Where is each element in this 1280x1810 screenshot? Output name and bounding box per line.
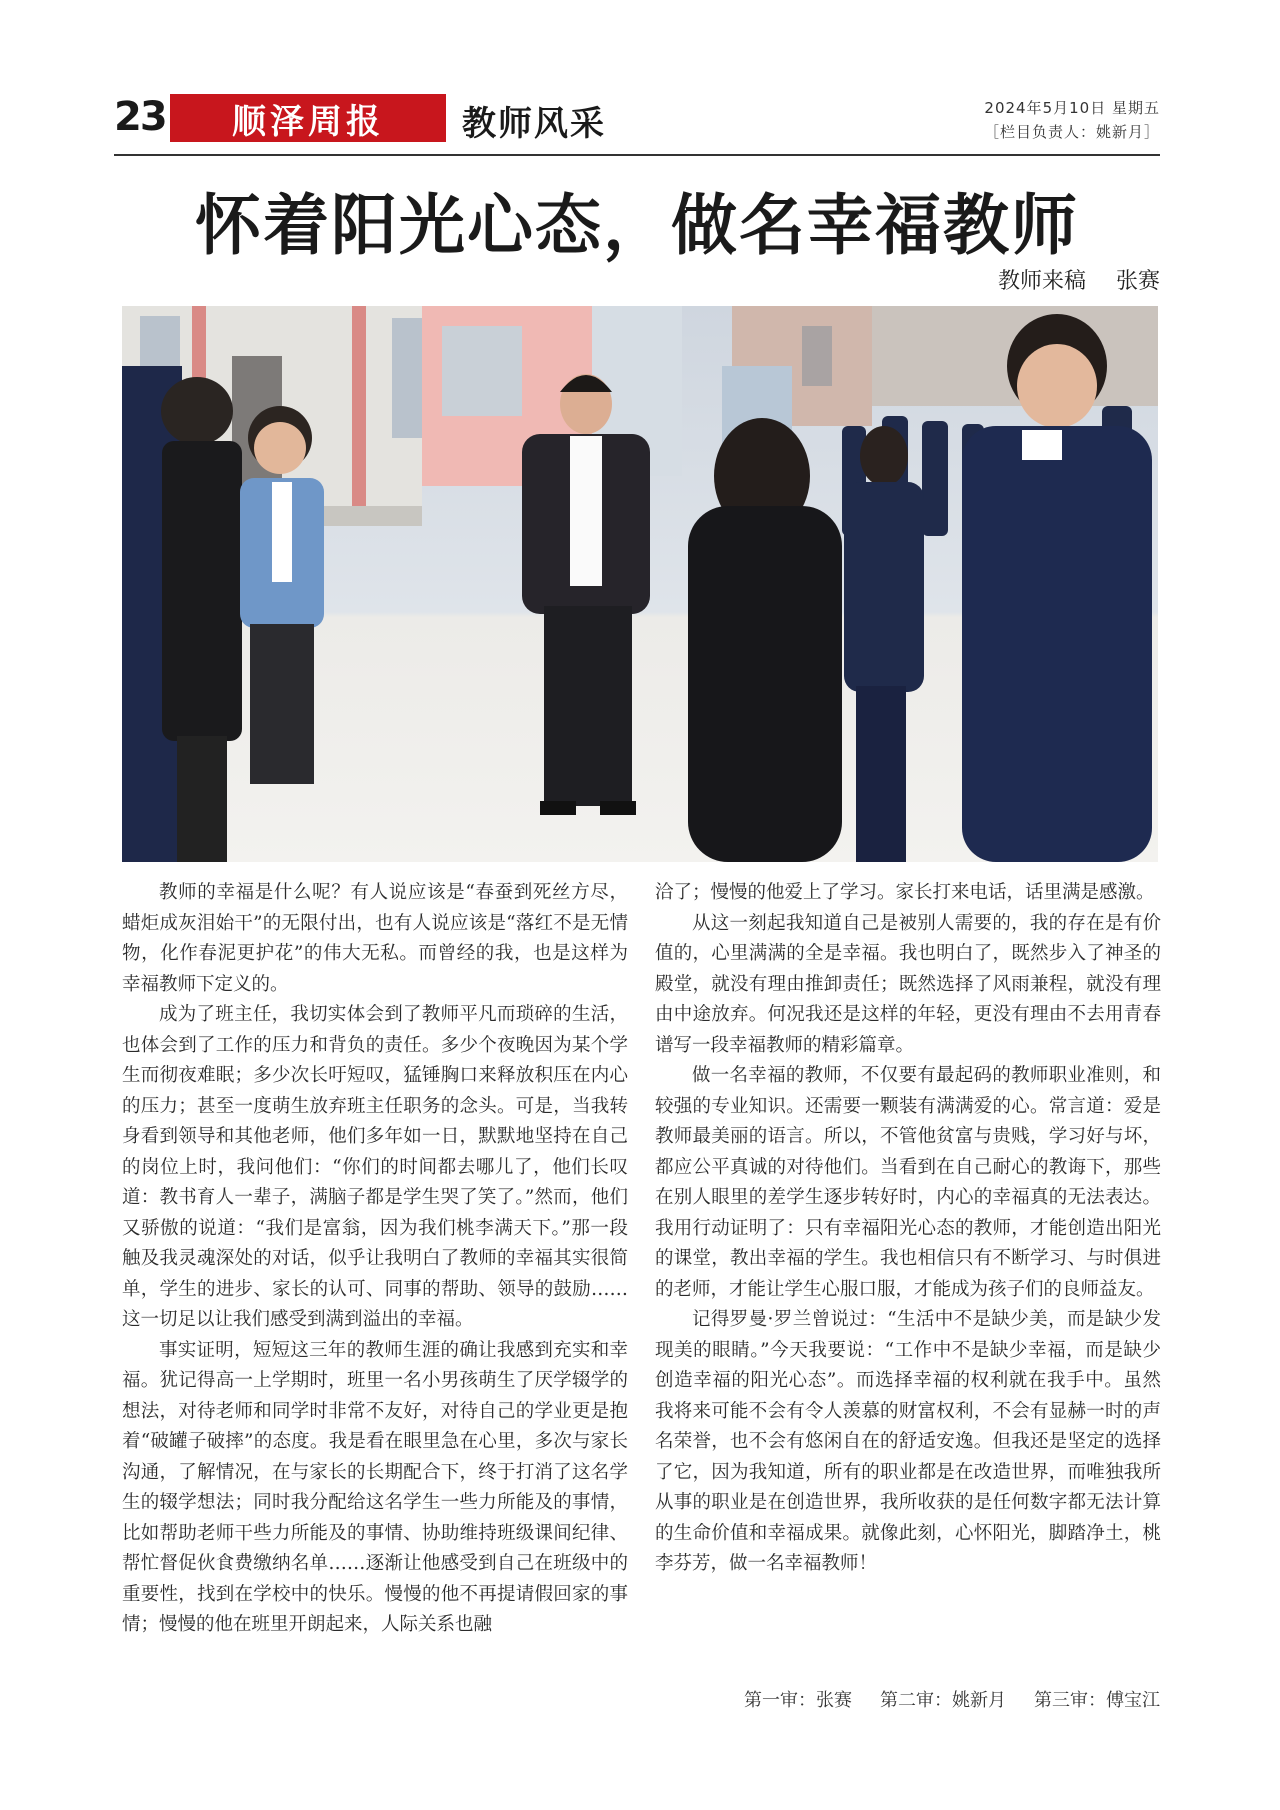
column-title: 教师风采: [462, 104, 606, 144]
column-editor: ［栏目负责人：姚新月］: [983, 123, 1160, 141]
article-paragraph: 做一名幸福的教师，不仅要有最起码的教师职业准则，和较强的专业知识。还需要一颗装有满满爱的心。常言道：爱是教师最美丽的语言。所以，不管他贫富与贵贱，学习好与坏，都应公平真诚的对待他们。当看到在自己耐心的教诲下，那些在别人眼里的差学生逐步转好时，内心的幸福真的无法表达。我用行动证明了：只有幸福阳光心态的教师，才能创造出阳光的课堂，教出幸福的学生。我也相信只有不断学习、与时俱进的老师，才能让学生心服口服，才能成为孩子们的良师益友。: [655, 1065, 1161, 1300]
byline: [998, 264, 1160, 295]
photo-illustration: [122, 306, 1158, 862]
issue-date: 2024年5月10日 星期五: [984, 99, 1160, 117]
page-header: [114, 90, 1160, 150]
page-number: 23: [114, 94, 166, 140]
article-title: 怀着阳光心态，做名幸福教师: [195, 187, 1079, 264]
review-credits: [744, 1686, 1160, 1712]
first-reviewer: 第一审：张赛: [744, 1690, 852, 1711]
newspaper-masthead: 顺泽周报: [170, 94, 446, 142]
article-paragraph: 教师的幸福是什么呢？有人说应该是“春蚕到死丝方尽，蜡炬成灰泪始干”的无限付出，也有人说应该是“落红不是无情物，化作春泥更护花”的伟大无私。而曾经的我，也是这样为幸福教师下定义的。: [122, 882, 628, 995]
article-column-1: [122, 878, 628, 1641]
article-paragraph: 从这一刻起我知道自己是被别人需要的，我的存在是有价值的，心里满满的全是幸福。我也明白了，既然步入了神圣的殿堂，就没有理由推卸责任；既然选择了风雨兼程，就没有理由中途放弃。何况我还是这样的年轻，更没有理由不去用青春谱写一段幸福教师的精彩篇章。: [655, 912, 1161, 1056]
issue-info: [984, 96, 1160, 144]
second-reviewer: 第二审：姚新月: [880, 1690, 1006, 1711]
article-paragraph-continued: 洽了；慢慢的他爱上了学习。家长打来电话，话里满是感激。: [655, 882, 1155, 903]
article-paragraph: 成为了班主任，我切实体会到了教师平凡而琐碎的生活，也体会到了工作的压力和背负的责任。多少个夜晚因为某个学生而彻夜难眠；多少次长吁短叹，猛锤胸口来释放积压在内心的压力；甚至一度萌生放弃班主任职务的念头。可是，当我转身看到领导和其他老师，他们多年如一日，默默地坚持在自己的岗位上时，我问他们：“你们的时间都去哪儿了，他们长叹道：教书育人一辈子，满脑子都是学生哭了笑了。”然而，他们又骄傲的说道：“我们是富翁，因为我们桃李满天下。”那一段触及我灵魂深处的对话，似乎让我明白了教师的幸福其实很简单，学生的进步、家长的认可、同事的帮助、领导的鼓励……这一切足以让我们感受到满到溢出的幸福。: [122, 1004, 628, 1330]
author-name: 张赛: [1115, 269, 1160, 294]
third-reviewer: 第三审：傅宝江: [1034, 1690, 1160, 1711]
article-paragraph: 事实证明，短短这三年的教师生涯的确让我感到充实和幸福。犹记得高一上学期时，班里一名小男孩萌生了厌学辍学的想法，对待老师和同学时非常不友好，对待自己的学业更是抱着“破罐子破摔”的态度。我是看在眼里急在心里，多次与家长沟通，了解情况，在与家长的长期配合下，终于打消了这名学生的辍学想法；同时我分配给这名学生一些力所能及的事情，比如帮助老师干些力所能及的事情、协助维持班级课间纪律、帮忙督促伙食费缴纳名单……逐渐让他感受到自己在班级中的重要性，找到在学校中的快乐。慢慢的他不再提请假回家的事情；慢慢的他在班里开朗起来，人际关系也融: [122, 1339, 628, 1635]
article-column-2: [655, 878, 1161, 1580]
article-photo: [122, 306, 1158, 862]
byline-type: 教师来稿: [997, 269, 1086, 294]
header-rule: [114, 154, 1160, 156]
article-paragraph: 记得罗曼·罗兰曾说过：“生活中不是缺少美，而是缺少发现美的眼睛。”今天我要说：“工作中不是缺少幸福，而是缺少创造幸福的阳光心态”。而选择幸福的权利就在我手中。虽然我将来可能不会有令人羡慕的财富权利，不会有显赫一时的声名荣誉，也不会有悠闲自在的舒适安逸。但我还是坚定的选择了它，因为我知道，所有的职业都是在改造世界，而唯独我所从事的职业是在创造世界，我所收获的是任何数字都无法计算的生命价值和幸福成果。就像此刻，心怀阳光，脚踏净土，桃李芬芳，做一名幸福教师！: [655, 1309, 1161, 1574]
